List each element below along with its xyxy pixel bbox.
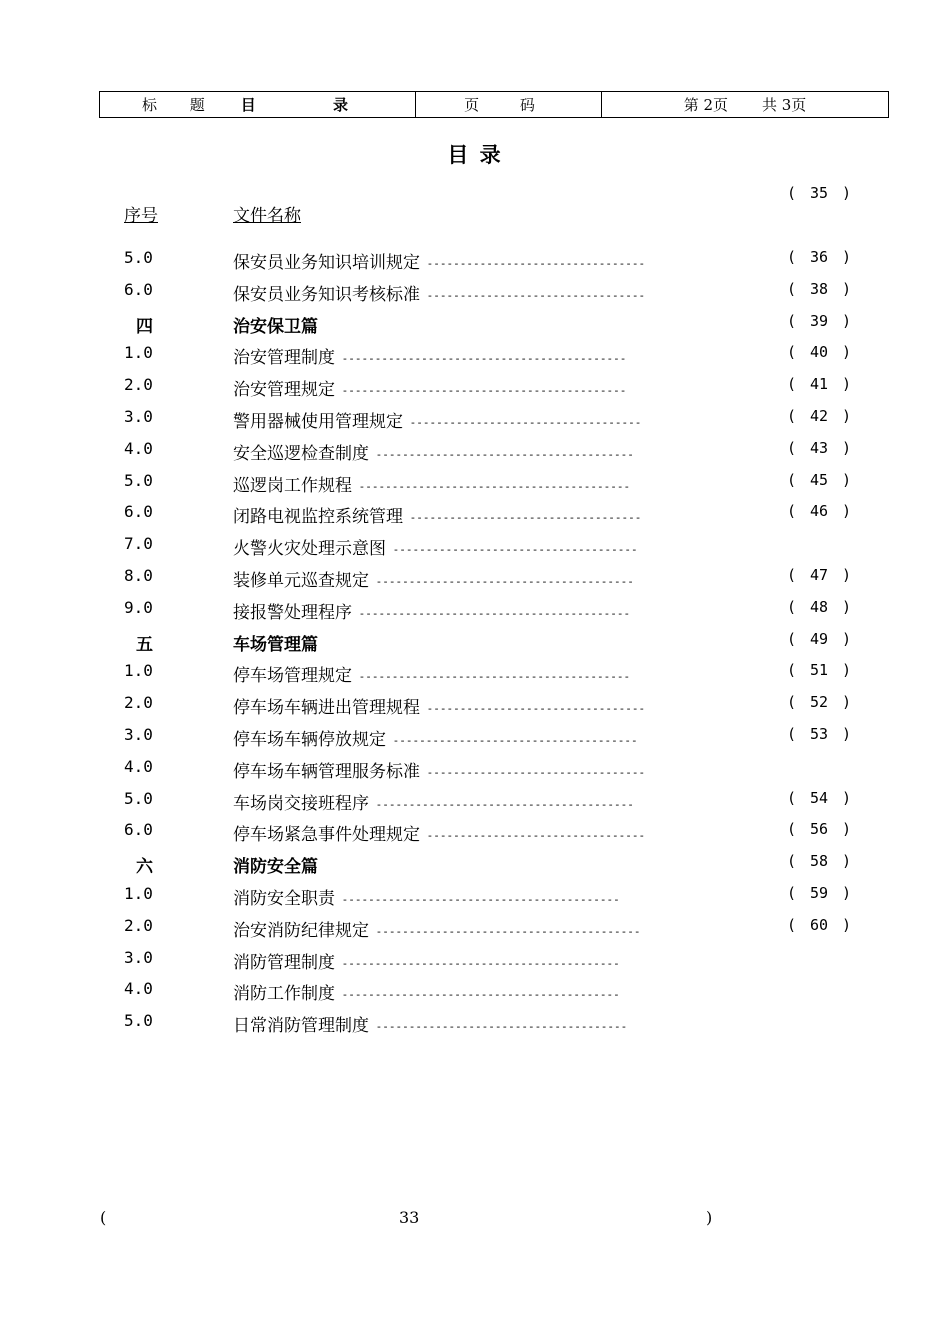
header-total-value: 共 3页 [762,96,807,114]
dot-leader: --------------------------------- [420,829,646,842]
toc-page-number: ( 47 ) [787,566,851,584]
dot-leader: --------------------------------------- [369,448,634,461]
toc-row [0,725,950,753]
toc-row [0,948,950,976]
toc-entry-name [233,534,638,559]
toc-entry-label: 保安员业务知识培训规定 [233,253,420,273]
toc-page-number: ( 40 ) [787,343,851,361]
header-table [99,91,889,118]
toc-entry-label: 消防安全篇 [233,857,318,877]
toc-entry-name [233,280,645,305]
toc-number: 5.0 [124,248,153,267]
toc-entry-label: 治安保卫篇 [233,317,318,337]
footer-page-number: 33 [399,1208,420,1227]
toc-row [0,471,950,499]
toc-number: 1.0 [124,661,153,680]
toc-entry-label: 停车场车辆停放规定 [233,730,386,750]
toc-entry-name [233,757,645,782]
toc-entry-name [233,948,620,973]
toc-entry-label: 安全巡逻检查制度 [233,444,369,464]
dot-leader: ------------------------------------------ [335,893,620,906]
dot-leader: ---------------------------------------- [369,925,641,938]
column-name-header: 文件名称 [233,206,301,226]
dot-leader: ----------------------------------- [403,511,642,524]
toc-entry-label: 车场管理篇 [233,635,318,655]
toc-entry-label: 停车场紧急事件处理规定 [233,825,420,845]
toc-number: 2.0 [124,693,153,712]
toc-page-number: ( 38 ) [787,280,851,298]
toc-entry-name [233,343,626,368]
toc-entry-name [233,375,626,400]
toc-entry-label: 治安消防纪律规定 [233,921,369,941]
dot-leader: ------------------------------------------- [335,384,627,397]
dot-leader: ------------------------------------------ [335,957,620,970]
top-page-number: ( 35 ) [787,184,851,202]
footer-right-paren: ) [706,1208,713,1227]
toc-page-number: ( 39 ) [787,312,851,330]
toc-number: 3.0 [124,725,153,744]
toc-entry-label: 治安管理规定 [233,380,335,400]
toc-row [0,916,950,944]
toc-row [0,598,950,626]
toc-page-number: ( 42 ) [787,407,851,425]
toc-section-row [0,630,950,658]
header-title-value: 目 录 [240,96,385,114]
toc-page-number: ( 49 ) [787,630,851,648]
dot-leader: --------------------------------------- [369,798,634,811]
toc-entry-name [233,471,630,496]
top-page-row [0,184,950,212]
toc-entry-name [233,1011,627,1036]
dot-leader: --------------------------------- [420,257,646,270]
toc-row [0,693,950,721]
toc-section-row [0,312,950,340]
toc-entry-name [233,820,645,845]
toc-entry-name [233,852,318,877]
header-title-cell [100,92,416,117]
toc-entry-label: 消防管理制度 [233,953,335,973]
dot-leader: ----------------------------------------- [352,607,631,620]
toc-entry-name [233,979,620,1004]
toc-row [0,534,950,562]
toc-number: 7.0 [124,534,153,553]
toc-page-number: ( 56 ) [787,820,851,838]
dot-leader: ------------------------------------- [386,734,638,747]
toc-row [0,439,950,467]
toc-entry-label: 停车场车辆管理服务标准 [233,762,420,782]
toc-entry-label: 保安员业务知识考核标准 [233,285,420,305]
toc-number: 五 [136,635,153,655]
toc-entry-label: 停车场车辆进出管理规程 [233,698,420,718]
page-title: 目 录 [447,142,503,167]
toc-page-number: ( 41 ) [787,375,851,393]
toc-section-row [0,852,950,880]
toc-page-number: ( 48 ) [787,598,851,616]
dot-leader: --------------------------------- [420,289,646,302]
toc-entry-label: 闭路电视监控系统管理 [233,507,403,527]
toc-row [0,343,950,371]
dot-leader: ----------------------------------------- [352,480,631,493]
dot-leader: --------------------------------- [420,766,646,779]
dot-leader: ------------------------------------------ [335,988,620,1001]
header-page-value: 第 2页 [683,96,728,114]
toc-number: 2.0 [124,375,153,394]
toc-entry-name [233,407,641,432]
toc-number: 4.0 [124,979,153,998]
dot-leader: ----------------------------------- [403,416,642,429]
toc-entry-name [233,693,645,718]
toc-entry-label: 巡逻岗工作规程 [233,476,352,496]
dot-leader: --------------------------------- [420,702,646,715]
toc-page-number: ( 52 ) [787,693,851,711]
toc-number: 6.0 [124,502,153,521]
dot-leader: -------------------------------------- [369,1020,628,1033]
toc-row [0,280,950,308]
dot-leader: --------------------------------------- [369,575,634,588]
toc-page-number: ( 60 ) [787,916,851,934]
dot-leader: ------------------------------------- [386,543,638,556]
header-page-label: 页 码 [464,96,553,114]
column-seq-header: 序号 [124,206,158,226]
toc-number: 四 [136,317,153,337]
toc-entry-label: 消防工作制度 [233,984,335,1004]
toc-row [0,757,950,785]
toc-entry-name [233,630,318,655]
toc-entry-label: 日常消防管理制度 [233,1016,369,1036]
footer-left-paren: ( [100,1208,107,1227]
toc-row [0,375,950,403]
toc-page-number: ( 36 ) [787,248,851,266]
toc-page-number: ( 59 ) [787,884,851,902]
toc-entry-name [233,789,634,814]
toc-page-number: ( 54 ) [787,789,851,807]
toc-entry-name [233,661,630,686]
toc-entry-label: 车场岗交接班程序 [233,794,369,814]
toc-entry-name [233,502,641,527]
toc-row [0,789,950,817]
toc-row [0,1011,950,1039]
toc-number: 4.0 [124,439,153,458]
toc-number: 1.0 [124,884,153,903]
toc-entry-name [233,916,641,941]
toc-number: 5.0 [124,1011,153,1030]
header-title-label: 标 题 [142,96,219,114]
toc-row [0,661,950,689]
toc-row [0,979,950,1007]
toc-entry-label: 接报警处理程序 [233,603,352,623]
toc-row [0,566,950,594]
toc-row [0,884,950,912]
header-page-value-cell [602,92,888,117]
toc-number: 8.0 [124,566,153,585]
toc-entry-label: 火警火灾处理示意图 [233,539,386,559]
toc-page-number: ( 46 ) [787,502,851,520]
toc-entry-name [233,725,638,750]
toc-entry-name [233,598,630,623]
toc-number: 6.0 [124,280,153,299]
toc-entry-name [233,566,634,591]
toc-page-number: ( 53 ) [787,725,851,743]
toc-entry-label: 消防安全职责 [233,889,335,909]
toc-entry-label: 警用器械使用管理规定 [233,412,403,432]
dot-leader: ------------------------------------------- [335,352,627,365]
toc-number: 3.0 [124,407,153,426]
toc-row [0,407,950,435]
toc-page-number: ( 58 ) [787,852,851,870]
toc-number: 5.0 [124,471,153,490]
toc-entry-name [233,439,634,464]
toc-page-number: ( 45 ) [787,471,851,489]
toc-page-number: ( 51 ) [787,661,851,679]
toc-number: 六 [136,857,153,877]
toc-entry-name [233,312,318,337]
dot-leader: ----------------------------------------- [352,670,631,683]
header-page-label-cell [416,92,602,117]
toc-number: 1.0 [124,343,153,362]
toc-number: 4.0 [124,757,153,776]
toc-entry-label: 治安管理制度 [233,348,335,368]
toc-number: 5.0 [124,789,153,808]
toc-page-number: ( 43 ) [787,439,851,457]
toc-entry-name [233,248,645,273]
toc-row [0,820,950,848]
toc-number: 2.0 [124,916,153,935]
toc-number: 3.0 [124,948,153,967]
toc-number: 9.0 [124,598,153,617]
toc-row [0,502,950,530]
toc-number: 6.0 [124,820,153,839]
toc-entry-label: 装修单元巡查规定 [233,571,369,591]
toc-entry-label: 停车场管理规定 [233,666,352,686]
toc-row [0,248,950,276]
toc-entry-name [233,884,620,909]
